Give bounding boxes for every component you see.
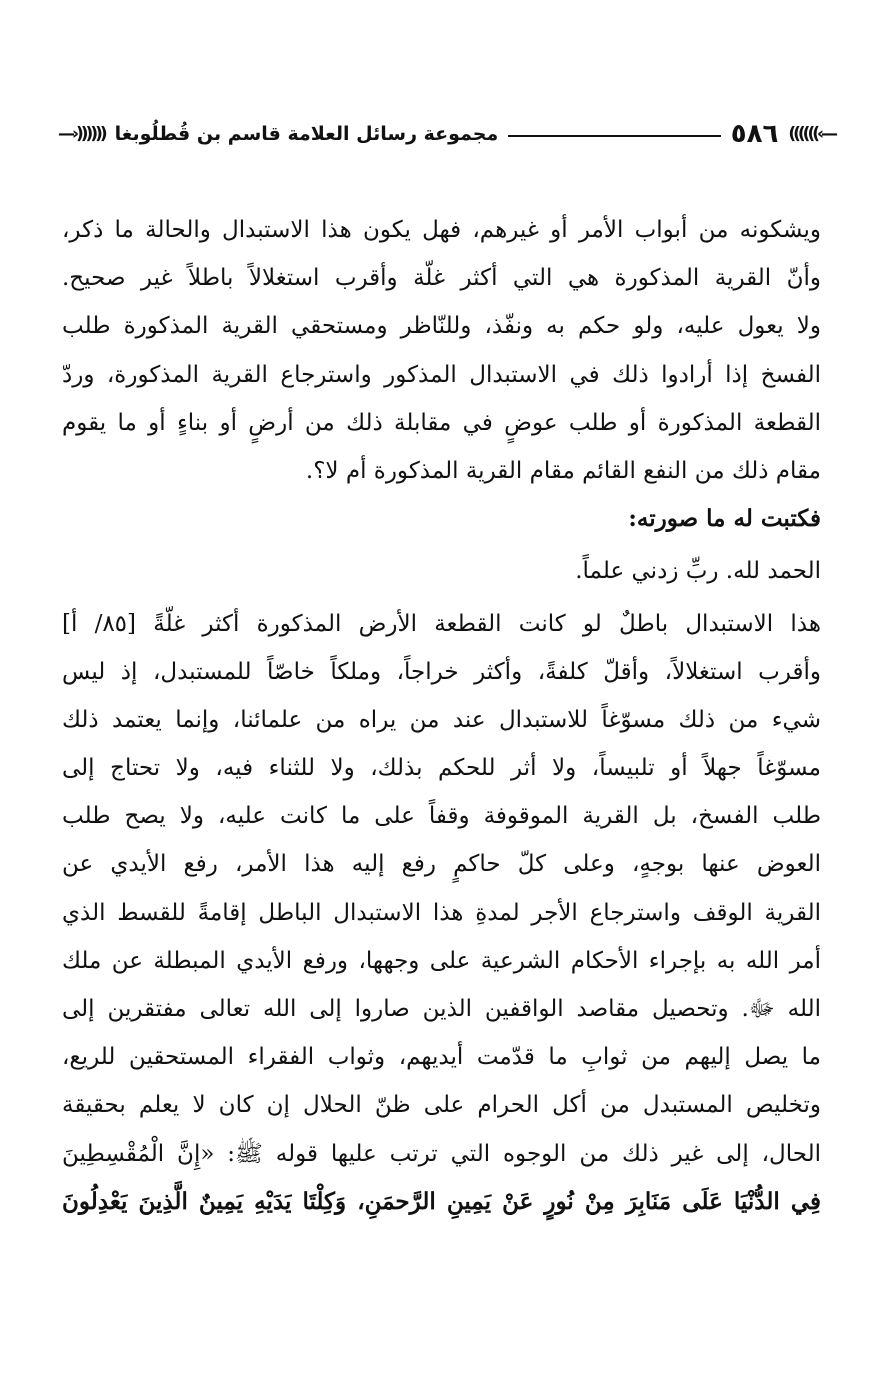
hadith-line: فِي الدُّنْيَا عَلَى مَنَابِرَ مِنْ نُورٍ عَنْ يَمِينِ الرَّحمَنِ، وَكِلْتَا يَدَيْهِ يَمِينٌ الَّذِينَ يَعْدِلُونَ [62, 1187, 821, 1215]
section-heading: فكتبت له ما صورته: [628, 505, 821, 533]
text-line: الحمد لله. ربِّ زدني علماً. [575, 558, 821, 585]
text-line: وأنّ القرية المذكورة هي التي أكثر غلّة وأقرب استغلالاً باطلاً غير صحيح. [62, 265, 821, 292]
running-title: مجموعة رسائل العلامة قاسم بن قُطلُوبغا [114, 123, 499, 145]
text-line: طلب الفسخ، بل القرية الموقوفة وقفاً على ما كانت عليه، ولا يصح طلب [62, 803, 821, 830]
text-line: الحال، إلى غير ذلك من الوجوه التي ترتب عليها قوله ﷺ: «إِنَّ الْمُقْسِطِينَ [62, 1140, 821, 1167]
body-text [62, 206, 821, 1226]
running-header [58, 114, 835, 154]
text-line: ولا يعول عليه، ولو حكم به ونفّذ، وللنّاظر ومستحقي القرية المذكورة طلب [62, 313, 821, 340]
text-line: وأقرب استغلالاً، وأقلّ كلفةً، وأكثر خراجاً، وملكاً خاصّاً للمستبدل، إذ ليس [62, 658, 821, 685]
header-rule [508, 135, 721, 137]
text-line: ما يصل إليهم من ثوابِ ما قدّمت أيديهم، وثواب الفقراء المستحقين للريع، [62, 1044, 821, 1071]
text-line: القرية الوقف واسترجاع الأجر لمدةِ هذا الاستبدال الباطل إقامةً للقسط الذي [62, 899, 821, 926]
text-line: أمر الله به بإجراء الأحكام الشرعية على وجهها، ورفع الأيدي المبطلة عن ملك [62, 947, 821, 974]
text-line: وتخليص المستبدل من أكل الحرام على ظنّ الحلال إن كان لا يعلم بحقيقة [62, 1092, 821, 1119]
text-line: الفسخ إذا أرادوا ذلك في الاستبدال المذكور واسترجاع القرية المذكورة، وردّ [62, 361, 821, 388]
text-line: القطعة المذكورة أو طلب عوضٍ في مقابلة ذلك من أرضٍ أو بناءٍ أو ما يقوم [62, 409, 821, 436]
text-line: هذا الاستبدال باطلٌ لو كانت القطعة الأرض المذكورة أكثر غلّةً [٨٥/ أ] [62, 610, 821, 637]
header-ornament-right: ((((((‹— [788, 124, 835, 144]
text-line: ويشكونه من أبواب الأمر أو غيرهم، فهل يكون هذا الاستبدال والحالة ما ذكر، [62, 217, 821, 243]
text-line: مسوّغاً جهلاً أو تلبيساً، ولا أثر للحكم بذلك، ولا للثناء فيه، ولا تحتاج إلى [62, 755, 821, 782]
text-line: مقام ذلك من النفع القائم مقام القرية المذكورة أم لا؟. [305, 457, 821, 484]
text-line: شيء من ذلك مسوّغاً للاستبدال عند من يراه من علمائنا، وإنما يعتمد ذلك [62, 706, 821, 733]
text-line: العوض عنها بوجهٍ، وعلى كلّ حاكمٍ رفع إليه هذا الأمر، رفع الأيدي عن [62, 851, 821, 878]
header-ornament-left: —›)))))) [58, 124, 105, 144]
text-line: الله ﷻ. وتحصيل مقاصد الواقفين الذين صاروا إلى الله تعالى مفتقرين إلى [62, 996, 821, 1022]
page-number: ٥٨٦ [730, 119, 779, 149]
